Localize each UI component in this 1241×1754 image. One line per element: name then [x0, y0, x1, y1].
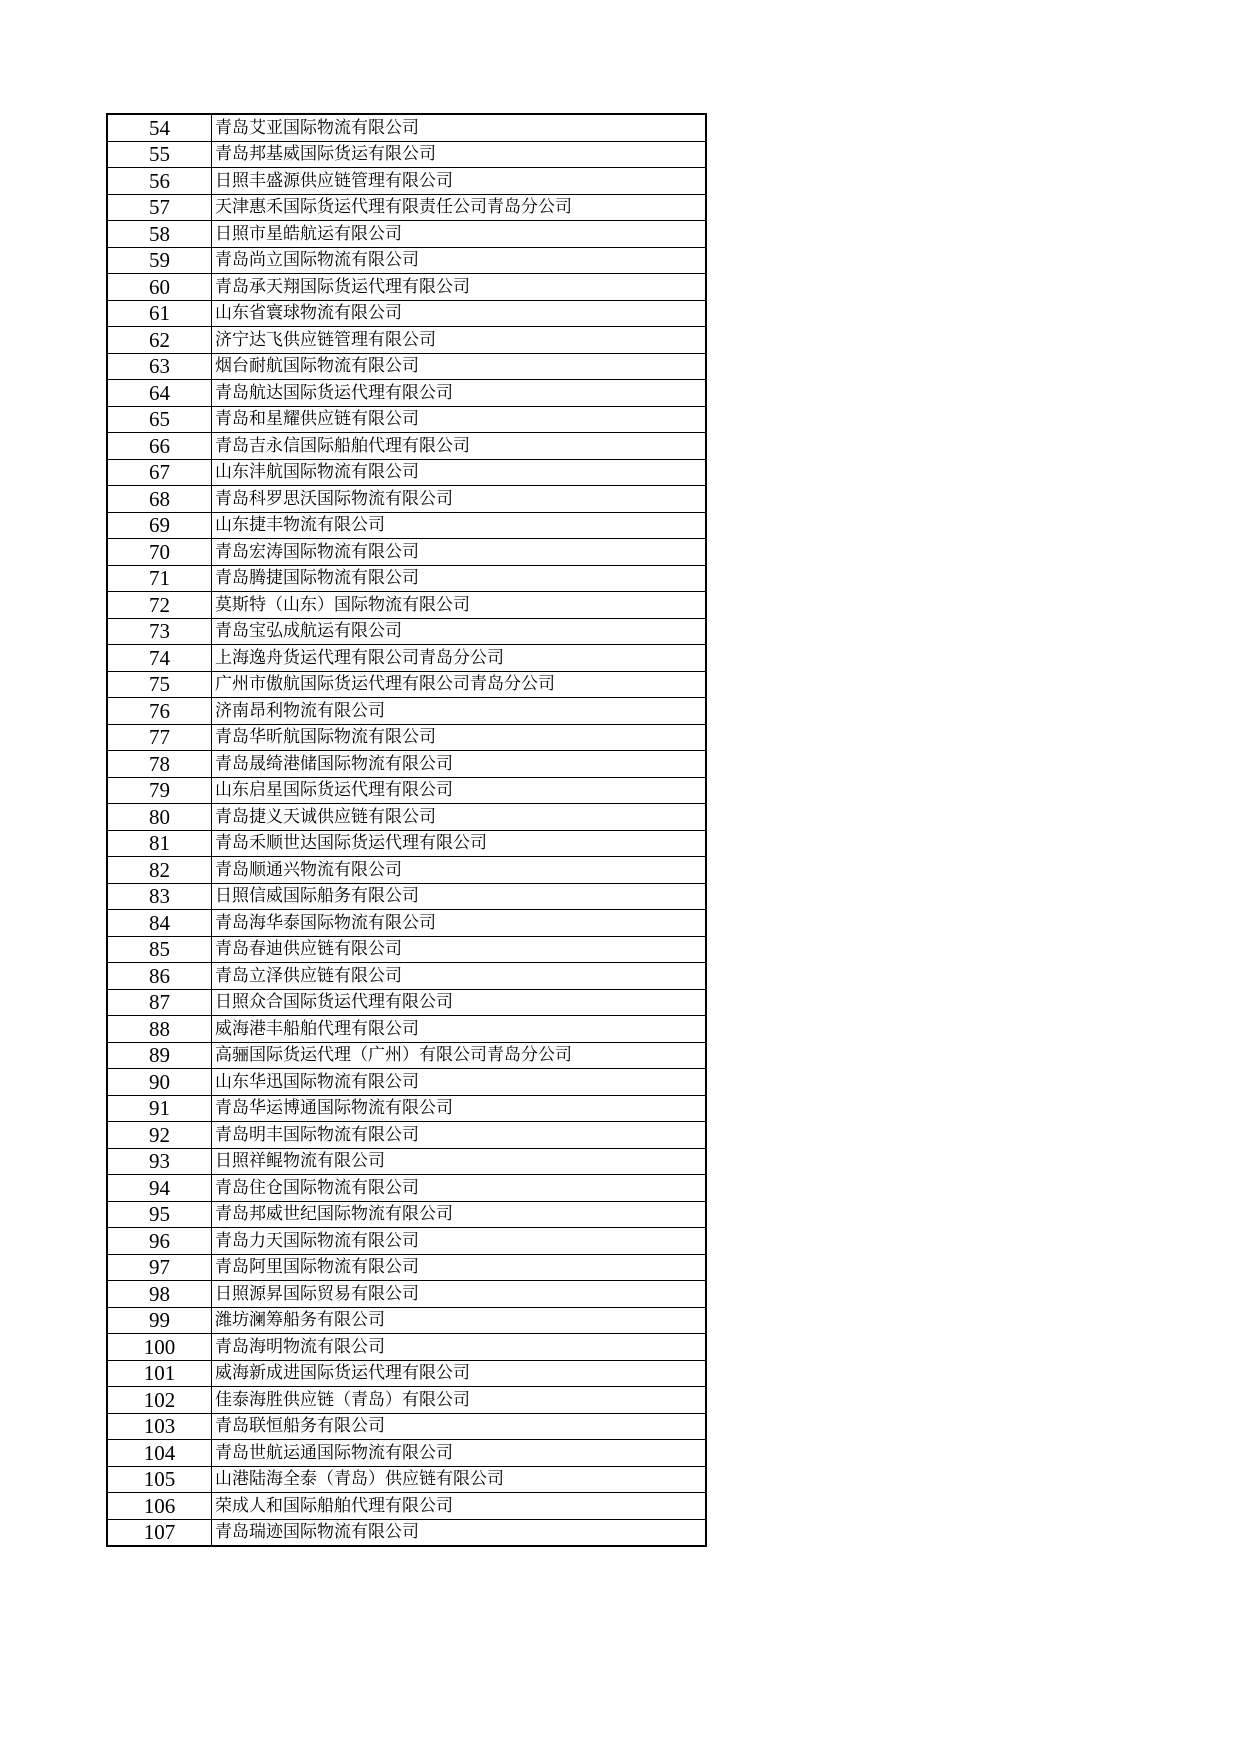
table-row — [107, 406, 706, 433]
row-number: 90 — [107, 1069, 212, 1096]
table-row — [107, 1228, 706, 1255]
row-number: 77 — [107, 724, 212, 751]
company-name: 日照源昇国际贸易有限公司 — [212, 1281, 707, 1308]
company-name: 天津惠禾国际货运代理有限责任公司青岛分公司 — [212, 194, 707, 221]
company-name: 威海新成进国际货运代理有限公司 — [212, 1360, 707, 1387]
row-number: 95 — [107, 1201, 212, 1228]
row-number: 100 — [107, 1334, 212, 1361]
row-number: 101 — [107, 1360, 212, 1387]
table-row — [107, 1413, 706, 1440]
table-row — [107, 114, 706, 141]
table-row — [107, 618, 706, 645]
table-row — [107, 274, 706, 301]
row-number: 69 — [107, 512, 212, 539]
table-row — [107, 459, 706, 486]
row-number: 81 — [107, 830, 212, 857]
table-row — [107, 353, 706, 380]
table-row — [107, 1148, 706, 1175]
company-name: 青岛明丰国际物流有限公司 — [212, 1122, 707, 1149]
company-name: 青岛阿里国际物流有限公司 — [212, 1254, 707, 1281]
row-number: 54 — [107, 114, 212, 141]
row-number: 102 — [107, 1387, 212, 1414]
row-number: 56 — [107, 168, 212, 195]
company-name: 青岛海华泰国际物流有限公司 — [212, 910, 707, 937]
row-number: 88 — [107, 1016, 212, 1043]
table-row — [107, 168, 706, 195]
company-name: 青岛住仓国际物流有限公司 — [212, 1175, 707, 1202]
row-number: 59 — [107, 247, 212, 274]
company-name: 青岛航达国际货运代理有限公司 — [212, 380, 707, 407]
company-name: 青岛吉永信国际船舶代理有限公司 — [212, 433, 707, 460]
company-name: 青岛宝弘成航运有限公司 — [212, 618, 707, 645]
row-number: 74 — [107, 645, 212, 672]
company-name: 潍坊澜筹船务有限公司 — [212, 1307, 707, 1334]
row-number: 92 — [107, 1122, 212, 1149]
company-name: 日照信威国际船务有限公司 — [212, 883, 707, 910]
row-number: 86 — [107, 963, 212, 990]
row-number: 70 — [107, 539, 212, 566]
table-row — [107, 777, 706, 804]
table-row — [107, 1360, 706, 1387]
row-number: 62 — [107, 327, 212, 354]
table-row — [107, 804, 706, 831]
table-row — [107, 645, 706, 672]
row-number: 80 — [107, 804, 212, 831]
table-row — [107, 194, 706, 221]
table-row — [107, 221, 706, 248]
company-name: 济宁达飞供应链管理有限公司 — [212, 327, 707, 354]
row-number: 71 — [107, 565, 212, 592]
company-name: 日照市星皓航运有限公司 — [212, 221, 707, 248]
row-number: 103 — [107, 1413, 212, 1440]
company-name: 日照众合国际货运代理有限公司 — [212, 989, 707, 1016]
company-name: 青岛科罗思沃国际物流有限公司 — [212, 486, 707, 513]
table-row — [107, 910, 706, 937]
table-row — [107, 247, 706, 274]
table-row — [107, 671, 706, 698]
table-row — [107, 512, 706, 539]
row-number: 60 — [107, 274, 212, 301]
row-number: 75 — [107, 671, 212, 698]
company-name: 山港陆海全泰（青岛）供应链有限公司 — [212, 1466, 707, 1493]
company-name: 青岛立泽供应链有限公司 — [212, 963, 707, 990]
row-number: 65 — [107, 406, 212, 433]
table-row — [107, 857, 706, 884]
company-name: 日照丰盛源供应链管理有限公司 — [212, 168, 707, 195]
table-row — [107, 433, 706, 460]
company-name: 青岛捷义天诚供应链有限公司 — [212, 804, 707, 831]
row-number: 76 — [107, 698, 212, 725]
table-row — [107, 1281, 706, 1308]
table-row — [107, 963, 706, 990]
company-name: 青岛海明物流有限公司 — [212, 1334, 707, 1361]
company-name: 青岛华运博通国际物流有限公司 — [212, 1095, 707, 1122]
table-row — [107, 1466, 706, 1493]
company-name: 青岛春迪供应链有限公司 — [212, 936, 707, 963]
row-number: 107 — [107, 1519, 212, 1546]
company-name: 青岛华昕航国际物流有限公司 — [212, 724, 707, 751]
row-number: 79 — [107, 777, 212, 804]
company-name: 山东启星国际货运代理有限公司 — [212, 777, 707, 804]
company-name: 青岛联恒船务有限公司 — [212, 1413, 707, 1440]
table-row — [107, 1042, 706, 1069]
table-body — [107, 114, 706, 1546]
table-row — [107, 1122, 706, 1149]
company-name: 青岛承天翔国际货运代理有限公司 — [212, 274, 707, 301]
table-row — [107, 1201, 706, 1228]
table-row — [107, 1307, 706, 1334]
row-number: 96 — [107, 1228, 212, 1255]
company-name: 青岛腾捷国际物流有限公司 — [212, 565, 707, 592]
row-number: 68 — [107, 486, 212, 513]
table-row — [107, 724, 706, 751]
row-number: 91 — [107, 1095, 212, 1122]
company-name: 烟台耐航国际物流有限公司 — [212, 353, 707, 380]
table-row — [107, 1387, 706, 1414]
row-number: 73 — [107, 618, 212, 645]
company-name: 青岛瑞迹国际物流有限公司 — [212, 1519, 707, 1546]
row-number: 98 — [107, 1281, 212, 1308]
row-number: 58 — [107, 221, 212, 248]
row-number: 105 — [107, 1466, 212, 1493]
company-name: 青岛艾亚国际物流有限公司 — [212, 114, 707, 141]
company-name: 青岛晟绮港储国际物流有限公司 — [212, 751, 707, 778]
company-name: 青岛世航运通国际物流有限公司 — [212, 1440, 707, 1467]
company-name: 青岛尚立国际物流有限公司 — [212, 247, 707, 274]
company-name: 青岛顺通兴物流有限公司 — [212, 857, 707, 884]
company-name: 青岛邦威世纪国际物流有限公司 — [212, 1201, 707, 1228]
row-number: 57 — [107, 194, 212, 221]
company-name: 山东捷丰物流有限公司 — [212, 512, 707, 539]
row-number: 106 — [107, 1493, 212, 1520]
company-name: 青岛力天国际物流有限公司 — [212, 1228, 707, 1255]
table-row — [107, 1334, 706, 1361]
row-number: 64 — [107, 380, 212, 407]
table-row — [107, 883, 706, 910]
company-name: 青岛和星耀供应链有限公司 — [212, 406, 707, 433]
row-number: 72 — [107, 592, 212, 619]
table-row — [107, 1493, 706, 1520]
company-name: 济南昂利物流有限公司 — [212, 698, 707, 725]
company-name: 青岛宏涛国际物流有限公司 — [212, 539, 707, 566]
table-row — [107, 1519, 706, 1546]
table-row — [107, 1016, 706, 1043]
table-row — [107, 1095, 706, 1122]
row-number: 104 — [107, 1440, 212, 1467]
table-row — [107, 698, 706, 725]
company-name: 山东沣航国际物流有限公司 — [212, 459, 707, 486]
row-number: 61 — [107, 300, 212, 327]
table-row — [107, 1440, 706, 1467]
company-name: 山东华迅国际物流有限公司 — [212, 1069, 707, 1096]
company-name: 荣成人和国际船舶代理有限公司 — [212, 1493, 707, 1520]
company-name: 高骊国际货运代理（广州）有限公司青岛分公司 — [212, 1042, 707, 1069]
row-number: 93 — [107, 1148, 212, 1175]
row-number: 87 — [107, 989, 212, 1016]
table-row — [107, 1069, 706, 1096]
table-row — [107, 592, 706, 619]
company-name: 莫斯特（山东）国际物流有限公司 — [212, 592, 707, 619]
row-number: 97 — [107, 1254, 212, 1281]
company-name: 山东省寰球物流有限公司 — [212, 300, 707, 327]
row-number: 67 — [107, 459, 212, 486]
table-row — [107, 380, 706, 407]
table-row — [107, 989, 706, 1016]
table-row — [107, 565, 706, 592]
row-number: 66 — [107, 433, 212, 460]
company-name: 日照祥鲲物流有限公司 — [212, 1148, 707, 1175]
table-row — [107, 539, 706, 566]
table-row — [107, 1175, 706, 1202]
company-list-table — [106, 113, 707, 1547]
row-number: 94 — [107, 1175, 212, 1202]
row-number: 83 — [107, 883, 212, 910]
company-name: 广州市傲航国际货运代理有限公司青岛分公司 — [212, 671, 707, 698]
row-number: 89 — [107, 1042, 212, 1069]
table-row — [107, 1254, 706, 1281]
row-number: 82 — [107, 857, 212, 884]
company-name: 威海港丰船舶代理有限公司 — [212, 1016, 707, 1043]
row-number: 84 — [107, 910, 212, 937]
row-number: 78 — [107, 751, 212, 778]
table-row — [107, 300, 706, 327]
row-number: 99 — [107, 1307, 212, 1334]
table-row — [107, 751, 706, 778]
company-name: 佳泰海胜供应链（青岛）有限公司 — [212, 1387, 707, 1414]
company-name: 青岛禾顺世达国际货运代理有限公司 — [212, 830, 707, 857]
table-row — [107, 830, 706, 857]
row-number: 63 — [107, 353, 212, 380]
company-name: 青岛邦基威国际货运有限公司 — [212, 141, 707, 168]
table-row — [107, 486, 706, 513]
table-row — [107, 936, 706, 963]
row-number: 85 — [107, 936, 212, 963]
company-name: 上海逸舟货运代理有限公司青岛分公司 — [212, 645, 707, 672]
table-row — [107, 327, 706, 354]
row-number: 55 — [107, 141, 212, 168]
table-row — [107, 141, 706, 168]
